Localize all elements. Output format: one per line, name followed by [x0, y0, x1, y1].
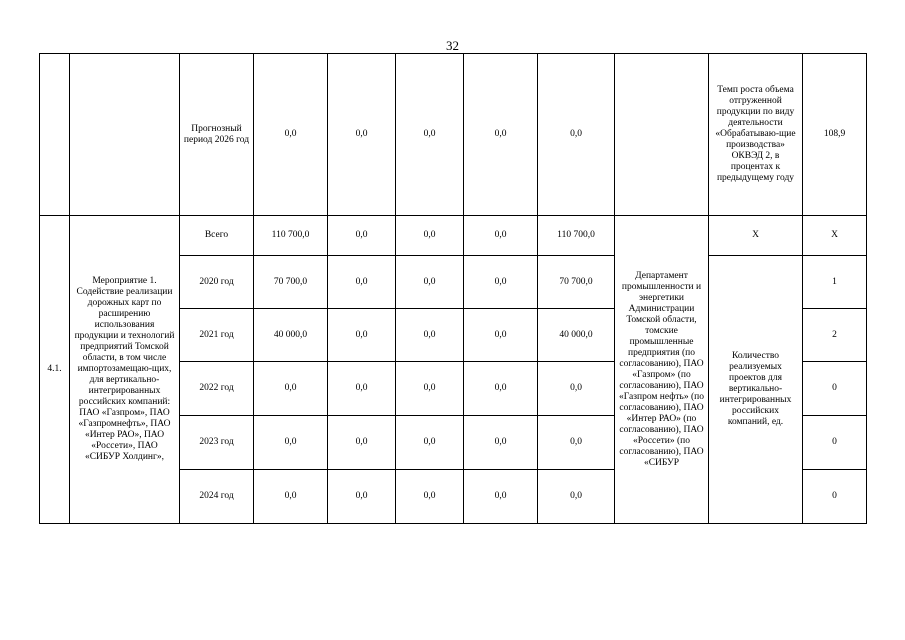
row-period: 2020 год — [180, 256, 254, 309]
row-value: 70 700,0 — [254, 256, 328, 309]
forecast-value-2: 0,0 — [328, 54, 396, 216]
indicator-value: 0 — [803, 416, 867, 470]
row-value: 0,0 — [328, 416, 396, 470]
empty-executor-cell — [615, 54, 709, 216]
empty-name-cell — [70, 54, 180, 216]
measure-name: Мероприятие 1. Содействие реализации дорожных карт по расширению использования продукции и технологий предприятий Томской области, в том числе импортозамещаю-щих, для вертикально-интегрированных российских компаний: ПАО «Газпром», ПАО «Газпромнефть», ПАО «Интер РАО», ПАО «Россети», ПАО «СИБУР Холдинг», — [70, 216, 180, 524]
total-indicator-value: Х — [803, 216, 867, 256]
row-value: 0,0 — [464, 470, 538, 524]
row-value: 0,0 — [328, 216, 396, 256]
indicator-value: 1 — [803, 256, 867, 309]
row-value: 0,0 — [464, 216, 538, 256]
forecast-row — [40, 54, 867, 216]
row-value: 0,0 — [538, 362, 615, 416]
forecast-value-3: 0,0 — [396, 54, 464, 216]
forecast-indicator-value: 108,9 — [803, 54, 867, 216]
measure-indicator: Количество реализуемых проектов для вертикально-интегрированных российских компаний, ед. — [709, 256, 803, 524]
row-value: 0,0 — [328, 256, 396, 309]
row-value: 0,0 — [328, 470, 396, 524]
row-value: 0,0 — [396, 256, 464, 309]
measure-executor: Департамент промышленности и энергетики Администрации Томской области, томские промышленные предприятия (по согласованию), ПАО «Газпром» (по согласованию), ПАО «Газпром нефть» (по согласованию), ПАО «Интер РАО» (по согласованию), ПАО «Россети» (по согласованию), ПАО «СИБУР — [615, 216, 709, 524]
indicator-value: 0 — [803, 362, 867, 416]
row-period: 2021 год — [180, 309, 254, 362]
row-value: 0,0 — [396, 309, 464, 362]
row-value: 40 000,0 — [538, 309, 615, 362]
row-value: 0,0 — [464, 309, 538, 362]
table-row — [40, 216, 867, 256]
row-value: 110 700,0 — [254, 216, 328, 256]
measure-number: 4.1. — [40, 216, 70, 524]
forecast-value-1: 0,0 — [254, 54, 328, 216]
forecast-value-5: 0,0 — [538, 54, 615, 216]
row-value: 0,0 — [254, 416, 328, 470]
row-value: 0,0 — [538, 470, 615, 524]
forecast-value-4: 0,0 — [464, 54, 538, 216]
row-value: 0,0 — [254, 362, 328, 416]
row-value: 0,0 — [464, 362, 538, 416]
forecast-period: Прогнозный период 2026 год — [180, 54, 254, 216]
row-value: 0,0 — [396, 362, 464, 416]
row-value: 0,0 — [328, 362, 396, 416]
row-value: 110 700,0 — [538, 216, 615, 256]
program-table — [39, 53, 867, 524]
empty-number-cell — [40, 54, 70, 216]
forecast-indicator: Темп роста объема отгруженной продукции по виду деятельности «Обрабатываю-щие производства» ОКВЭД 2, в процентах к предыдущему году — [709, 54, 803, 216]
row-period: 2023 год — [180, 416, 254, 470]
row-value: 70 700,0 — [538, 256, 615, 309]
row-value: 0,0 — [396, 216, 464, 256]
row-value: 40 000,0 — [254, 309, 328, 362]
total-indicator: Х — [709, 216, 803, 256]
row-period: 2024 год — [180, 470, 254, 524]
row-value: 0,0 — [254, 470, 328, 524]
row-period: 2022 год — [180, 362, 254, 416]
row-value: 0,0 — [396, 416, 464, 470]
row-value: 0,0 — [396, 470, 464, 524]
row-value: 0,0 — [328, 309, 396, 362]
row-value: 0,0 — [464, 256, 538, 309]
row-value: 0,0 — [464, 416, 538, 470]
indicator-value: 0 — [803, 470, 867, 524]
indicator-value: 2 — [803, 309, 867, 362]
row-value: 0,0 — [538, 416, 615, 470]
row-period: Всего — [180, 216, 254, 256]
page-number: 32 — [446, 38, 459, 53]
